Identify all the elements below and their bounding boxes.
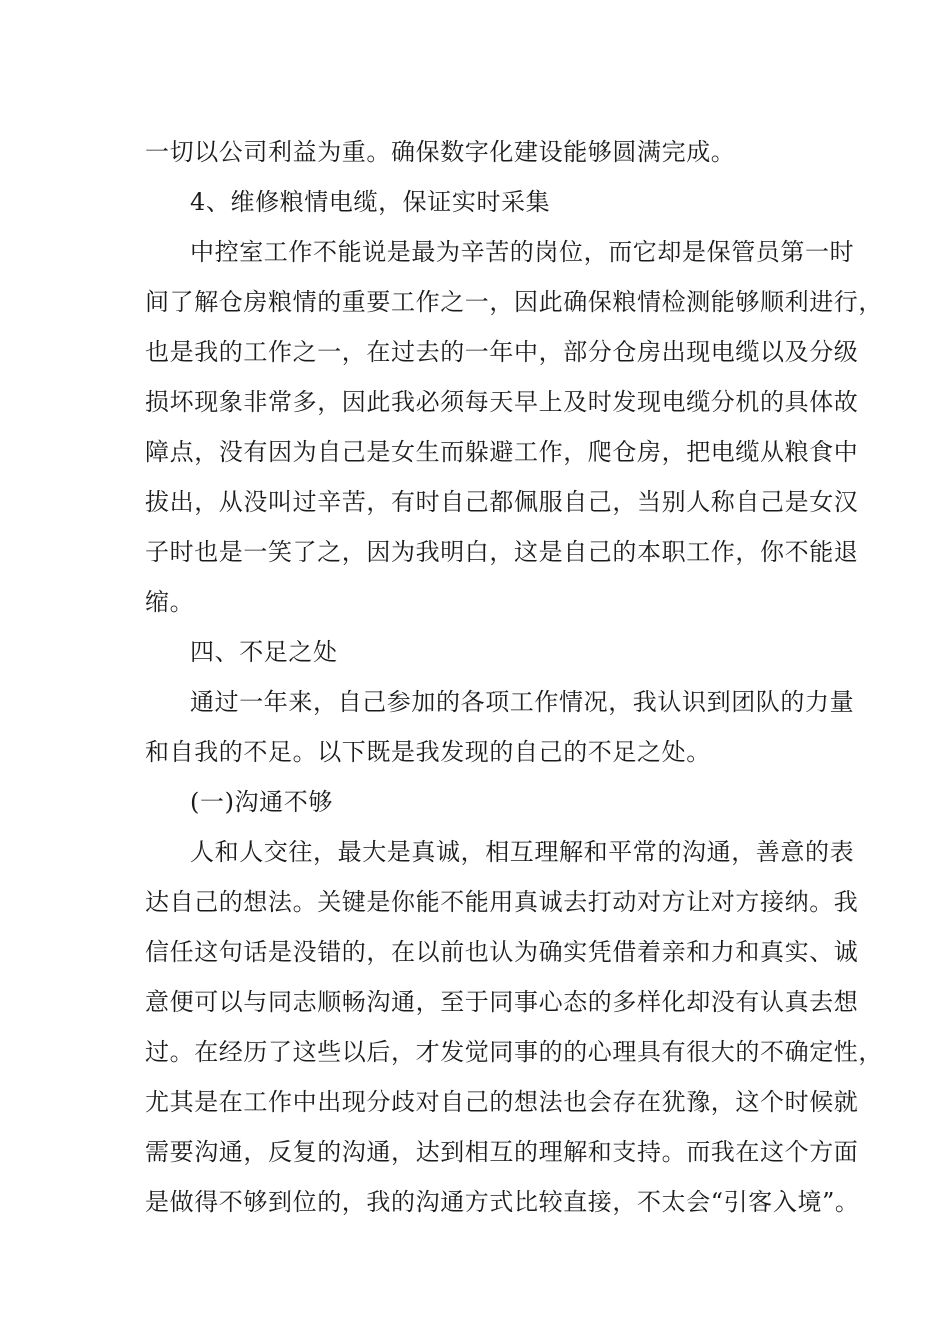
body-line: 中控室工作不能说是最为辛苦的岗位，而它却是保管员第一时: [190, 238, 855, 266]
body-line: 过。在经历了这些以后，才发觉同事的的心理具有很大的不确定性，: [145, 1038, 883, 1066]
body-line: 尤其是在工作中出现分歧对自己的想法也会存在犹豫，这个时候就: [145, 1088, 859, 1116]
body-line: 损坏现象非常多，因此我必须每天早上及时发现电缆分机的具体故: [145, 388, 859, 416]
body-line: 通过一年来，自己参加的各项工作情况，我认识到团队的力量: [190, 688, 855, 716]
body-line: 达自己的想法。关键是你能不能用真诚去打动对方让对方接纳。我: [145, 888, 859, 916]
body-line: 信任这句话是没错的，在以前也认为确实凭借着亲和力和真实、诚: [145, 938, 859, 966]
subsection-heading: (一)沟通不够: [190, 788, 333, 816]
body-line: 缩。: [145, 588, 195, 616]
body-line: 意便可以与同志顺畅沟通，至于同事心态的多样化却没有认真去想: [145, 988, 859, 1016]
section-heading: 四、不足之处: [190, 638, 338, 666]
section-heading: 4、维修粮情电缆，保证实时采集: [190, 188, 551, 216]
body-line: 和自我的不足。以下既是我发现的自己的不足之处。: [145, 738, 711, 766]
body-line: 也是我的工作之一，在过去的一年中，部分仓房出现电缆以及分级: [145, 338, 859, 366]
body-line: 一切以公司利益为重。确保数字化建设能够圆满完成。: [145, 138, 736, 166]
body-line: 需要沟通，反复的沟通，达到相互的理解和支持。而我在这个方面: [145, 1138, 859, 1166]
body-line: 障点，没有因为自己是女生而躲避工作，爬仓房，把电缆从粮食中: [145, 438, 859, 466]
body-line: 是做得不够到位的，我的沟通方式比较直接，不太会“引客入境”。: [145, 1188, 860, 1216]
body-line: 间了解仓房粮情的重要工作之一，因此确保粮情检测能够顺利进行，: [145, 288, 883, 316]
body-line: 人和人交往，最大是真诚，相互理解和平常的沟通，善意的表: [190, 838, 855, 866]
body-line: 拔出，从没叫过辛苦，有时自己都佩服自己，当别人称自己是女汉: [145, 488, 859, 516]
body-line: 子时也是一笑了之，因为我明白，这是自己的本职工作，你不能退: [145, 538, 859, 566]
